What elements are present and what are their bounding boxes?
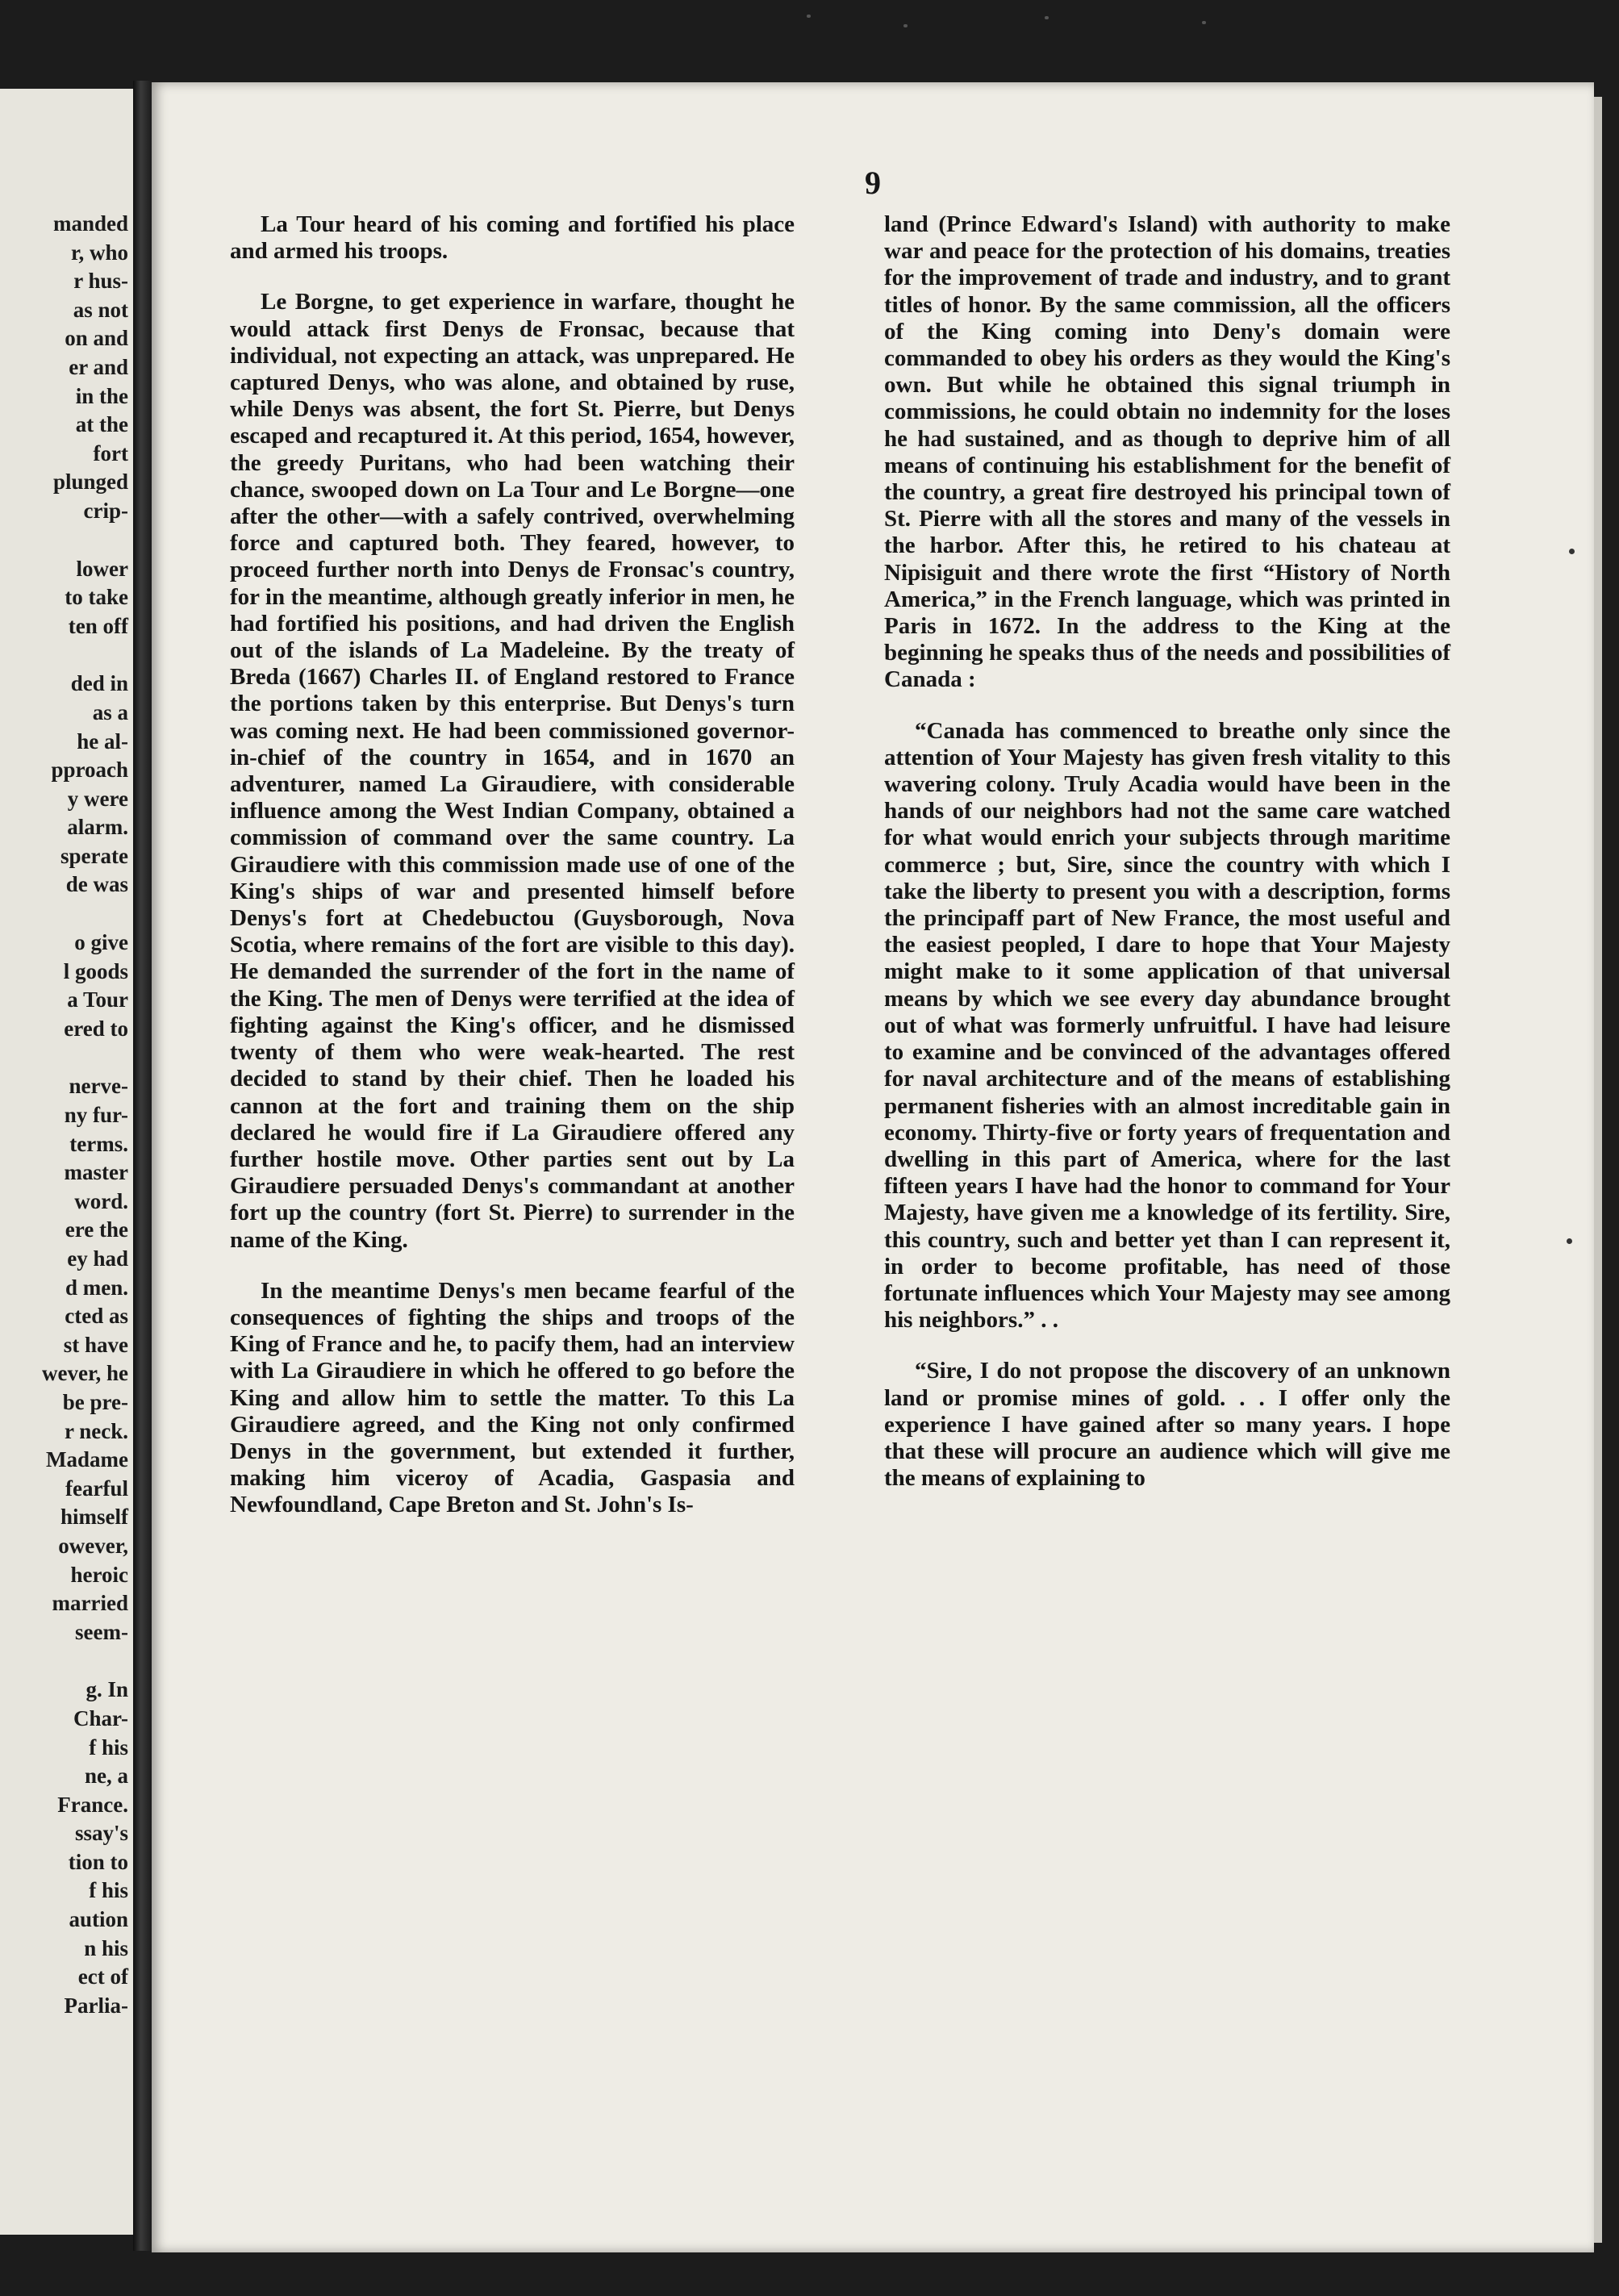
facing-page-line: l goods: [63, 958, 128, 983]
facing-page-line: o give: [74, 930, 128, 955]
facing-page-line: fort: [93, 440, 128, 465]
facing-page-line: [1, 526, 128, 555]
facing-page-line: nerve-: [69, 1074, 128, 1099]
facing-page-line: r neck.: [65, 1418, 128, 1443]
facing-page-line: Madame: [46, 1447, 128, 1472]
facing-page-line: crip-: [83, 498, 128, 523]
facing-page-line: aution: [69, 1907, 128, 1932]
facing-page-line: Parlia-: [64, 1993, 128, 2018]
paragraph: La Tour heard of his coming and fortified his place and armed his troops.: [230, 211, 795, 265]
facing-page-line: d men.: [65, 1275, 128, 1300]
facing-page-line: Char-: [73, 1705, 128, 1730]
facing-page-line: [1, 1043, 128, 1072]
facing-page-line: cted as: [65, 1304, 128, 1329]
page-number: 9: [865, 165, 881, 201]
facing-page-line: er and: [69, 354, 128, 379]
facing-page-line: at the: [75, 412, 128, 437]
facing-page-line: be pre-: [62, 1389, 128, 1414]
book-gutter: [133, 81, 152, 2251]
facing-page-line: [1, 641, 128, 670]
facing-page-line: lower: [76, 556, 128, 581]
facing-page-line: alarm.: [67, 815, 128, 840]
facing-page-line: n his: [84, 1935, 128, 1960]
facing-page-line: ered to: [64, 1016, 128, 1041]
facing-page-line: manded: [52, 211, 128, 236]
facing-page-line: terms.: [69, 1131, 128, 1156]
facing-page-line: [1, 900, 128, 929]
paragraph: In the meantime Denys's men became fearful of the consequences of fighting the ships and troops of the King of France and he, to pacify them, had an interview with La Giraudiere in which he offered to go before the King and allow him to settle the matter. To this La Giraudiere agreed, and the King not only confirmed Denys in the government, but extended it further, making him viceroy of Acadia, Gaspasia and Newfoundland, Cape Breton and St. John's Is-: [230, 1277, 795, 1518]
facing-page-line: sperate: [61, 843, 128, 868]
facing-page-line: tion to: [68, 1849, 128, 1874]
facing-page-line: f his: [89, 1735, 128, 1760]
facing-page-line: heroic: [70, 1562, 128, 1587]
facing-page-text: [1, 210, 128, 2020]
facing-page-line: pproach: [51, 758, 128, 783]
facing-page-line: ten off: [68, 613, 128, 638]
facing-page-line: in the: [75, 383, 128, 408]
facing-page-line: ect of: [77, 1964, 128, 1989]
facing-page-line: fearful: [65, 1476, 128, 1501]
quotation-paragraph: “Sire, I do not propose the discovery of an unknown land or promise mines of gold. . . I offer only the experience I have gained after so many years. I hope that these will procure an audience which will give me the means of explaining to: [884, 1358, 1450, 1492]
text-column-left: [230, 211, 795, 1519]
facing-page-line: st have: [63, 1332, 128, 1357]
facing-page-line: word.: [74, 1188, 128, 1213]
facing-page-line: f his: [89, 1878, 128, 1903]
scan-speck: [1567, 1238, 1572, 1244]
facing-page-line: ere the: [65, 1217, 128, 1242]
paragraph: Le Borgne, to get experience in warfare, thought he would attack first Denys de Fronsac, because that individual, not expecting an attack, was unprepared. He captured Denys, who was alone, and obtained by ruse, while Denys was absent, the fort St. Pierre, but Denys escaped and recaptured it. At this period, 1654, however, the greedy Puritans, who had been watching their chance, swooped down on La Tour and Le Borgne—one after the other—with a safely contrived, overwhelming force and captured both. They feared, however, to proceed further north into Denys de Fronsac's country, for in the meantime, although greatly inferior in men, he had fortified his positions, and had driven the English out of the islands of La Madeleine. By the treaty of Breda (1667) Charles II. of England restored to France the portions taken by this enterprise. But Denys's turn was coming next. He had been commissioned governor-in-chief of the country in 1654, and in 1670 an adventurer, named La Giraudiere, with considerable influence among the West Indian Company, obtained a commission of command over the same country. La Giraudiere with this commission made use of one of the King's ships of war and presented himself before Denys's fort at Chedebuctou (Guysborough, Nova Scotia, where remains of the fort are visible to this day). He demanded the surrender of the fort in the name of the King. The men of Denys were terrified at the idea of fighting against the King's officer, and he dismissed twenty of them who were weak-hearted. The rest decided to stand by their chief. Then he loaded his cannon at the fort and training them on the ship declared he would fire if La Giraudiere offered any further hostile move. Other parties sent out by La Giraudiere persuaded Denys's commandant at another fort up the country (fort St. Pierre) to surrender in the name of the King.: [230, 289, 795, 1253]
facing-page-line: a Tour: [67, 987, 128, 1012]
facing-page-line: himself: [61, 1505, 128, 1530]
facing-page-line: married: [52, 1591, 128, 1616]
facing-page-line: r, who: [70, 240, 128, 265]
facing-page-line: de was: [65, 872, 128, 897]
facing-page-line: seem-: [75, 1619, 128, 1644]
facing-page-line: ssay's: [74, 1821, 128, 1846]
facing-page-line: g. In: [86, 1677, 128, 1702]
scan-speck: [1569, 549, 1575, 554]
facing-page-line: France.: [57, 1792, 128, 1817]
facing-page-line: on and: [65, 326, 128, 351]
page-edge: [1594, 97, 1602, 2243]
facing-page-line: as a: [92, 699, 128, 724]
text-column-right: [884, 211, 1450, 1492]
facing-page-line: to take: [65, 585, 128, 610]
quotation-paragraph: “Canada has commenced to breathe only since the attention of Your Majesty has given fresh vitality to this wavering colony. Truly Acadia would have been in the hands of our neighbors had not the same care watched for what would enrich your subjects through maritime commerce ; but, Sire, since the country with which I take the liberty to present you with a description, forms the principaff part of New France, the most useful and the easiest peopled, I dare to hope that Your Majesty might make to it some application of that universal means by which we see every day abundance brought out of what was formerly unfruitful. I have had leisure to examine and be convinced of the advantages offered for naval architecture and of the means of establishing permanent fisheries with an almost increditable gain in economy. Thirty-five or forty years of frequentation and dwelling in this part of America, where for the last fifteen years I have had the honor to command for Your Majesty, have given me a knowledge of its fertility. Sire, this country, such and better yet than I can represent it, in order to become profitable, has need of those fortunate influences which Your Majesty may see among his neighbors.” . .: [884, 717, 1450, 1334]
facing-page-line: ny fur-: [64, 1103, 128, 1128]
facing-page-line: owever,: [58, 1533, 128, 1558]
facing-page-line: ded in: [70, 671, 128, 696]
facing-page-line: y were: [67, 786, 128, 811]
facing-page-line: as not: [73, 297, 128, 322]
facing-page-line: ne, a: [85, 1764, 128, 1789]
facing-page-line: plunged: [52, 470, 128, 495]
facing-page-line: wever, he: [42, 1361, 128, 1386]
facing-page-line: ey had: [67, 1246, 128, 1271]
facing-page-line: master: [64, 1160, 128, 1185]
facing-page-line: r hus-: [73, 269, 128, 294]
facing-page-line: [1, 1647, 128, 1676]
paragraph: land (Prince Edward's Island) with authority to make war and peace for the protection of his domains, treaties for the improvement of trade and industry, and to grant titles of honor. By the same commission, all the officers of the King coming into Deny's domain were commanded to obey his orders as they would the King's own. But while he obtained this signal triumph in commissions, he could obtain no indemnity for the loses he had sustained, and as though to deprive him of all means of continuing his establishment for the benefit of the country, a great fire destroyed his principal town of St. Pierre with all the stores and many of the vessels in the harbor. After this, he retired to his chateau at Nipisiguit and there wrote the first “History of North America,” in the French language, which was printed in Paris in 1672. In the address to the King at the beginning he speaks thus of the needs and possibilities of Canada :: [884, 211, 1450, 693]
facing-page-fragment: [0, 89, 133, 2235]
facing-page-line: he al-: [77, 728, 128, 754]
